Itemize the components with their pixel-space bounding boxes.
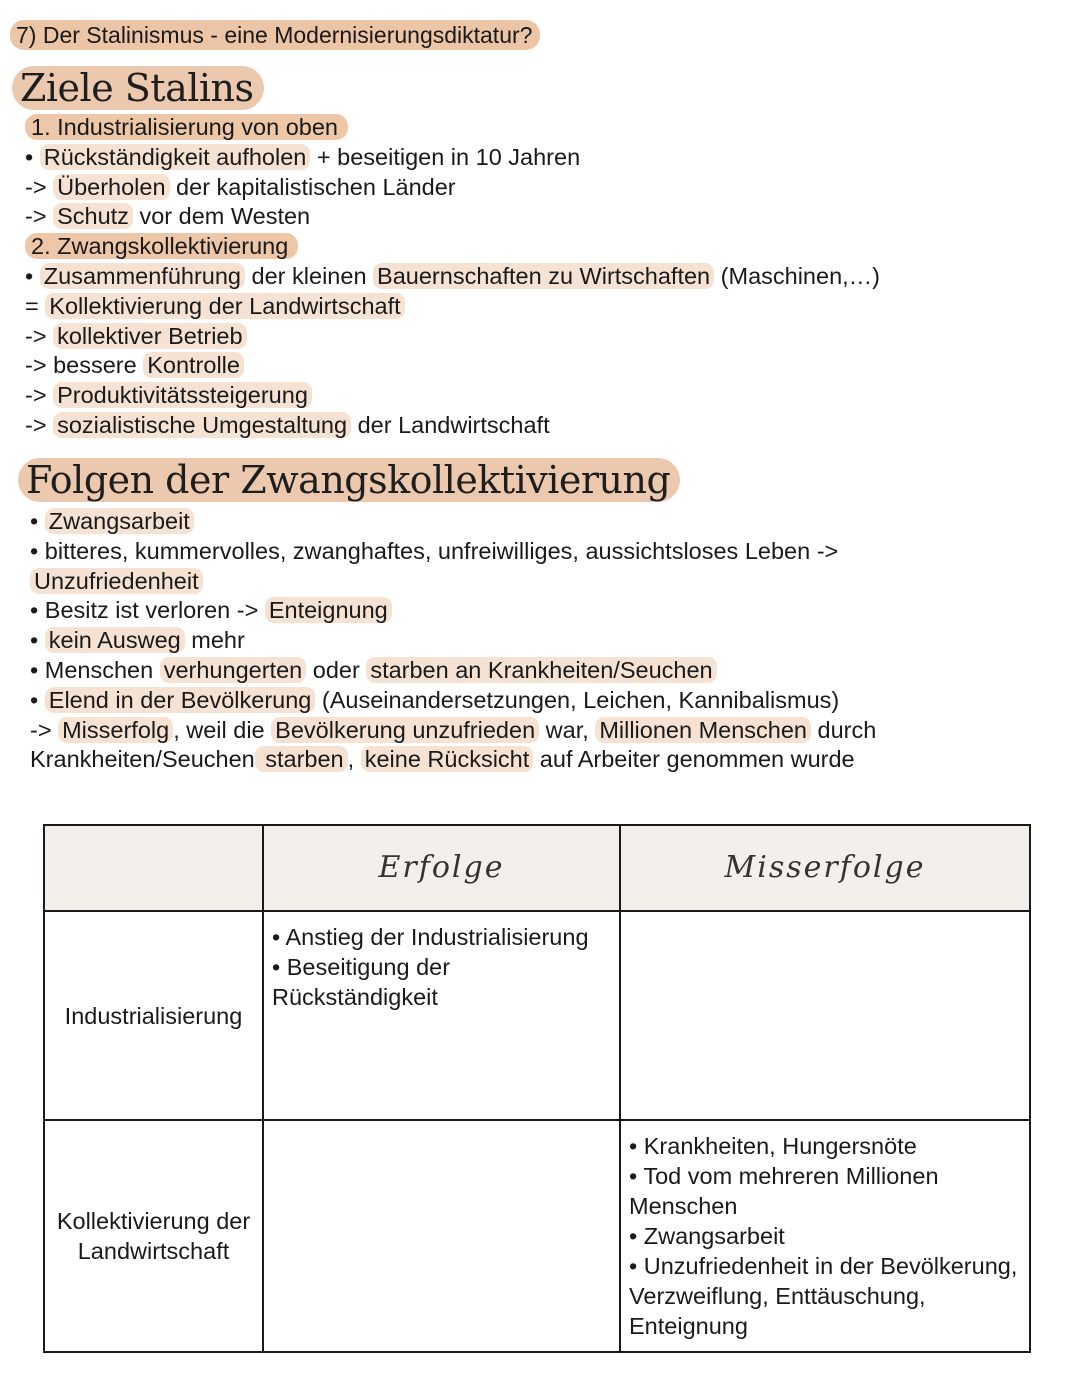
goal-line: = Kollektivierung der Landwirtschaft	[25, 292, 880, 322]
consequence-line: • bitteres, kummervolles, zwanghaftes, unfreiwilliges, aussichtsloses Leben ->	[30, 537, 839, 564]
table-header-row	[44, 825, 1030, 911]
conclusion-line: Krankheiten/Seuchen starben , keine Rücksicht auf Arbeiter genommen wurde	[30, 746, 855, 773]
cell-collectivization-failures	[620, 1120, 1030, 1352]
consequence-line: • Zwangsarbeit	[30, 507, 876, 537]
list-item: • Anstieg der Industrialisierung	[272, 924, 589, 950]
goal-line: -> Schutz vor dem Westen	[25, 203, 311, 230]
cell-collectivization-successes	[263, 1120, 620, 1352]
column-header-failures: Misserfolge	[620, 825, 1030, 911]
list-item: • Tod vom mehreren Millionen Menschen	[629, 1163, 939, 1219]
page-title: 7) Der Stalinismus - eine Modernisierungsdiktatur?	[10, 20, 540, 50]
goal-line: • Zusammenführung der kleinen Bauernschaften zu Wirtschaften (Maschinen,…)	[25, 262, 880, 289]
section-heading-goals-text: Ziele Stalins	[12, 66, 264, 110]
subheading-collectivization: 2. Zwangskollektivierung	[25, 232, 880, 262]
row-label-collectivization: Kollektivierung der Landwirtschaft	[44, 1120, 263, 1352]
cell-industrialization-failures	[620, 911, 1030, 1120]
column-header-successes: Erfolge	[263, 825, 620, 911]
goal-line: -> Produktivitätssteigerung	[25, 381, 880, 411]
list-item: • Beseitigung der Rückständigkeit	[272, 954, 451, 1010]
section-heading-consequences-text: Folgen der Zwangskollektivierung	[18, 458, 680, 502]
list-item: • Krankheiten, Hungersnöte	[629, 1133, 917, 1159]
goal-line: -> sozialistische Umgestaltung der Landwirtschaft	[25, 411, 550, 438]
goal-line: • Rückständigkeit aufholen + beseitigen in 10 Jahren	[25, 143, 581, 170]
consequence-line: • kein Ausweg mehr	[30, 627, 245, 654]
section-heading-consequences	[18, 458, 680, 502]
section-heading-goals	[12, 66, 264, 110]
list-item: • Zwangsarbeit	[629, 1223, 785, 1249]
success-failure-table	[43, 824, 1031, 1353]
cell-industrialization-successes	[263, 911, 620, 1120]
goals-list	[25, 113, 880, 441]
table-row	[44, 1120, 1030, 1352]
goal-line: -> kollektiver Betrieb	[25, 322, 880, 352]
list-item: • Unzufriedenheit in der Bevölkerung, Verzweiflung, Enttäuschung, Enteignung	[629, 1253, 1018, 1339]
subheading-industrialization: 1. Industrialisierung von oben	[25, 113, 880, 143]
table-corner-cell	[44, 825, 263, 911]
consequence-line: • Elend in der Bevölkerung (Auseinandersetzungen, Leichen, Kannibalismus)	[30, 686, 840, 713]
table-row	[44, 911, 1030, 1120]
conclusion-line: -> Misserfolg , weil die Bevölkerung unzufrieden war, Millionen Menschen durch	[30, 716, 877, 743]
consequence-line: • Menschen verhungerten oder starben an Krankheiten/Seuchen	[30, 656, 876, 686]
goal-line: -> bessere Kontrolle	[25, 351, 880, 381]
consequence-line: Unzufriedenheit	[30, 567, 876, 597]
consequence-line: • Besitz ist verloren -> Enteignung	[30, 596, 876, 626]
consequences-list	[30, 507, 876, 775]
row-label-industrialization: Industrialisierung	[44, 911, 263, 1120]
goal-line: -> Überholen der kapitalistischen Länder	[25, 173, 456, 200]
